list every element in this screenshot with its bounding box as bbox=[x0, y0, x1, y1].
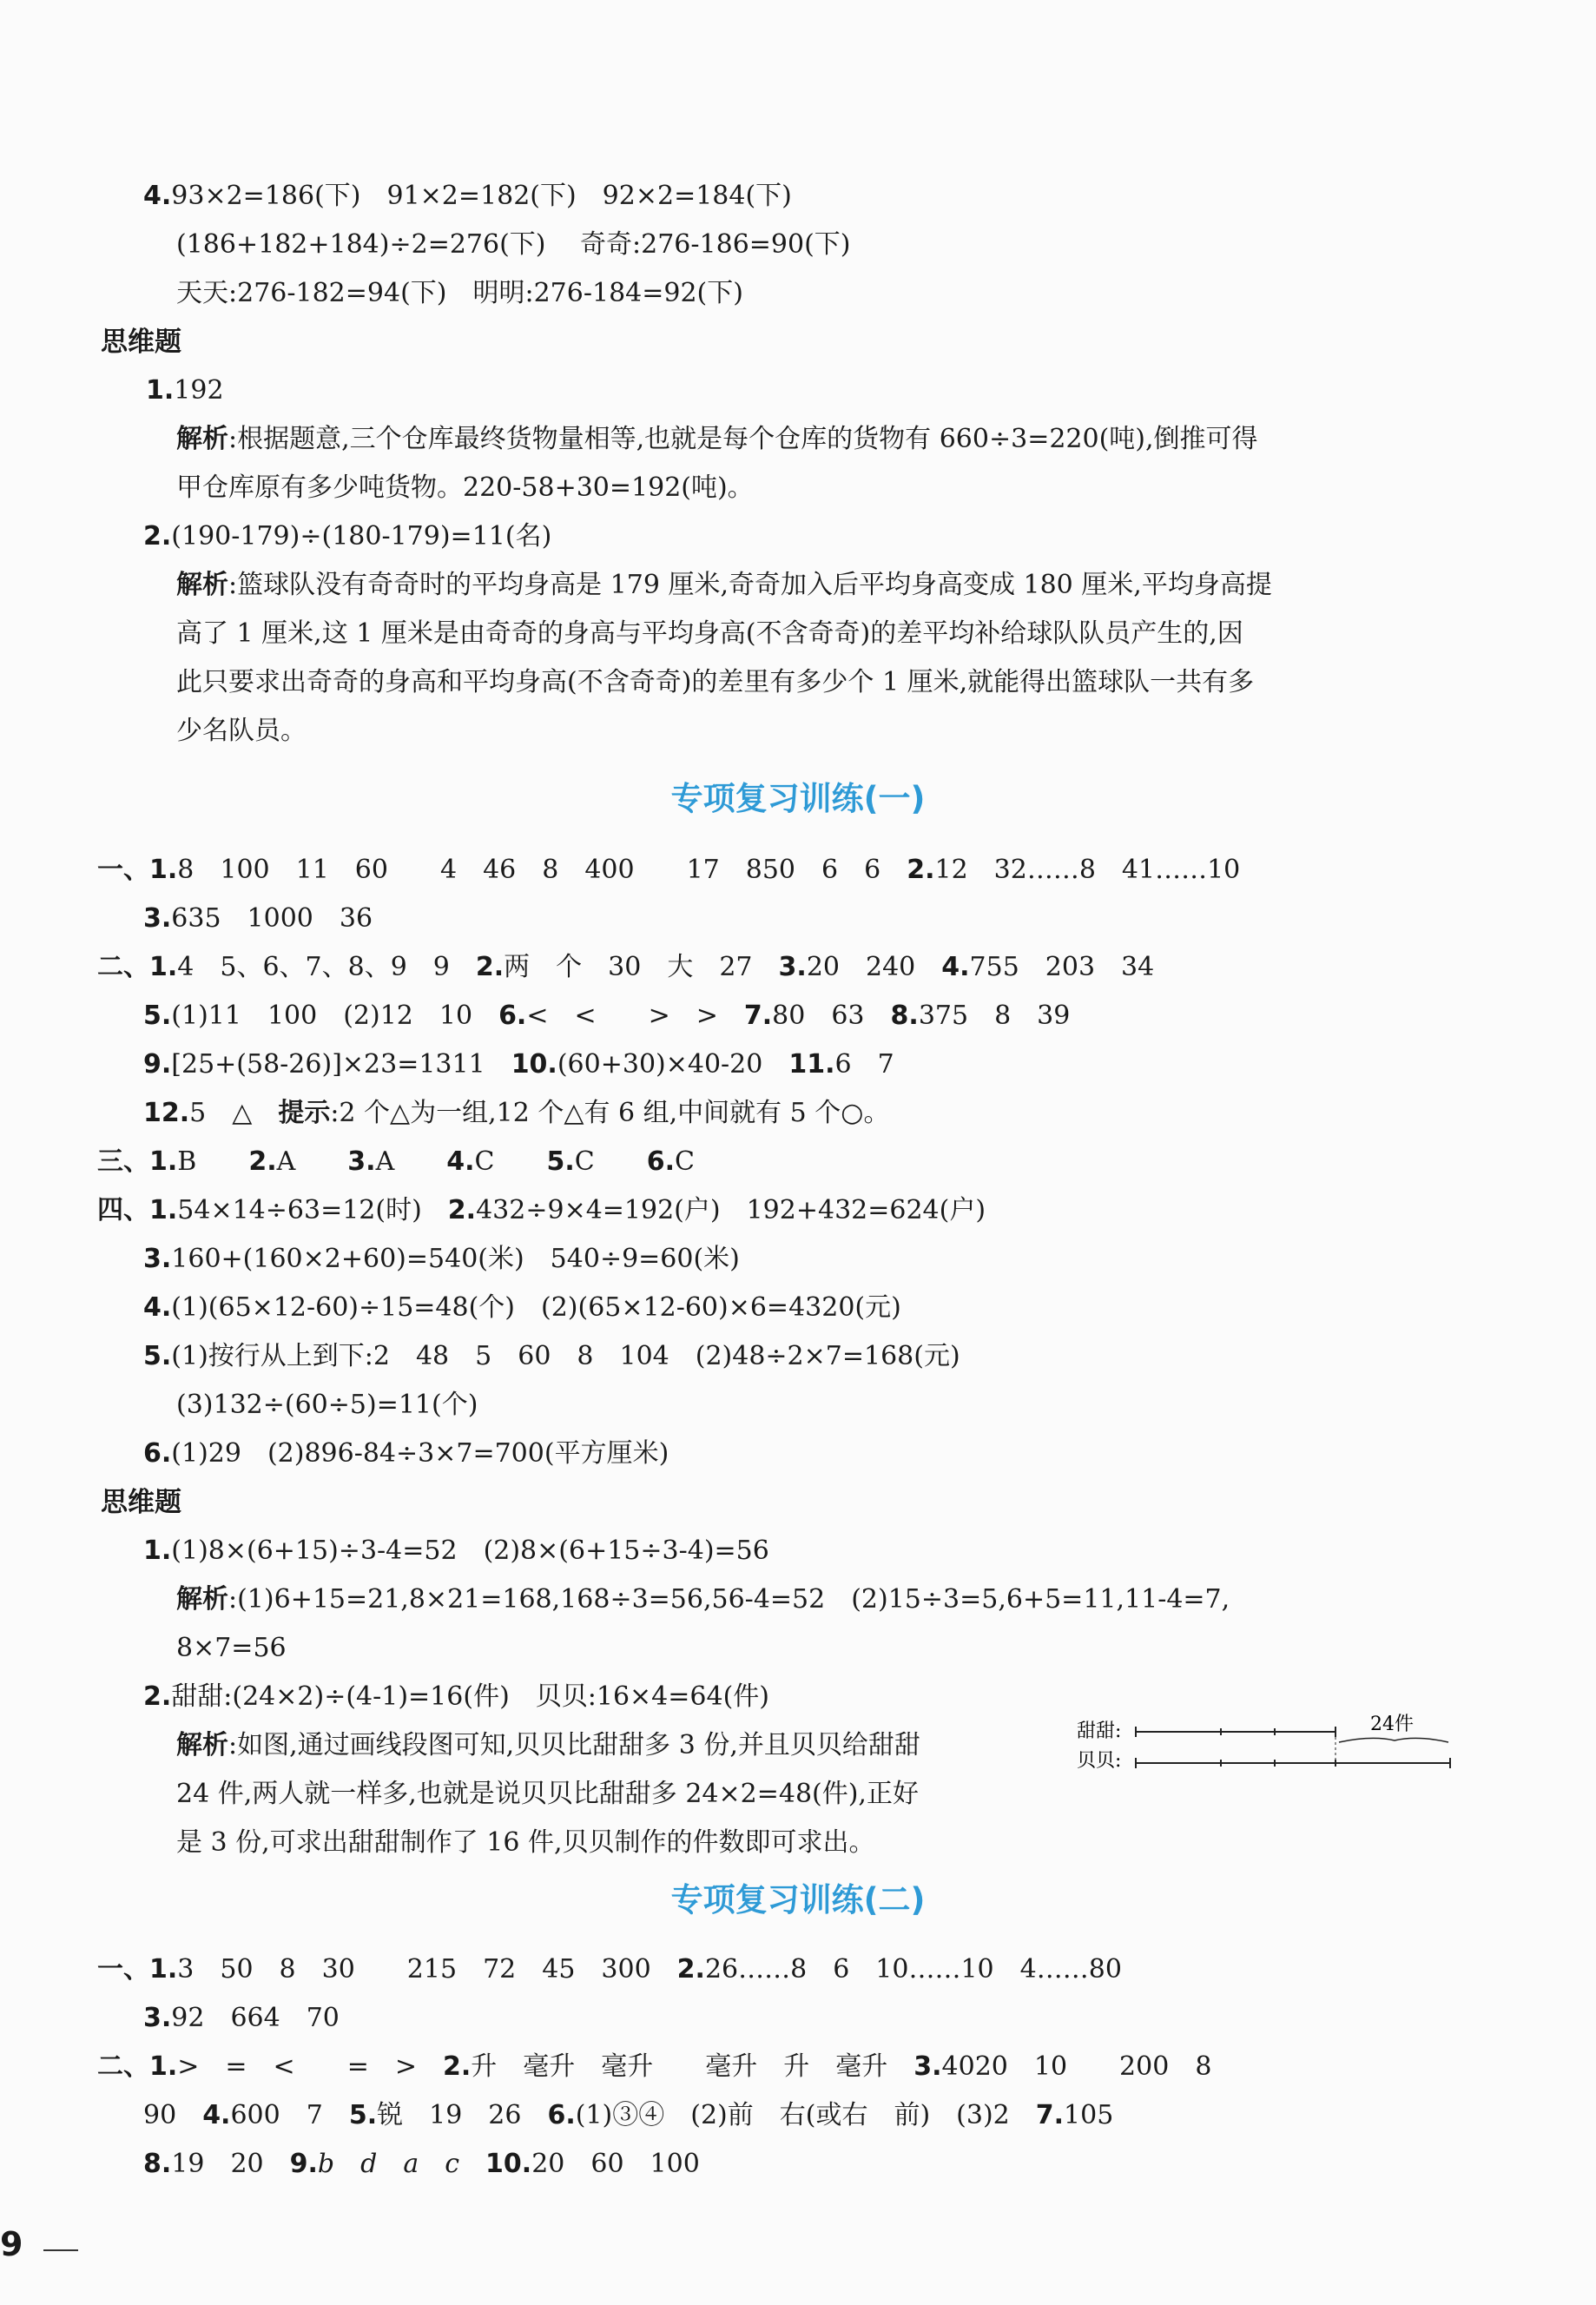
brace bbox=[1339, 1738, 1448, 1742]
answer-line: 5.(1)11 100 (2)12 10 6.< < > > 7.80 63 8.375 8 39 bbox=[143, 1001, 1071, 1031]
answer-line: 4.93×2=186(下) 91×2=182(下) 92×2=184(下) bbox=[143, 181, 792, 211]
explanation-line: 少名队员。 bbox=[176, 716, 307, 746]
answer-line: 3.160+(160×2+60)=540(米) 540÷9=60(米) bbox=[143, 1244, 740, 1274]
answer-line: 1.(1)8×(6+15)÷3-4=52 (2)8×(6+15÷3-4)=56 bbox=[143, 1536, 769, 1566]
explanation-line: 解析:篮球队没有奇奇时的平均身高是 179 厘米,奇奇加入后平均身高变成 180 厘米,平均身高提 bbox=[176, 570, 1272, 600]
explanation-line: 是 3 份,可求出甜甜制作了 16 件,贝贝制作的件数即可求出。 bbox=[176, 1827, 875, 1858]
answer-line: 90 4.600 7 5.锐 19 26 6.(1)③④ (2)前 右(或右 前) (3)2 7.105 bbox=[143, 2100, 1114, 2130]
answer-line: 三、1.B 2.A 3.A 4.C 5.C 6.C bbox=[97, 1146, 695, 1177]
answer-line: 4.(1)(65×12-60)÷15=48(个) (2)(65×12-60)×6=4320(元) bbox=[143, 1292, 901, 1323]
footer-rule bbox=[43, 2249, 78, 2251]
explanation-line: 24 件,两人就一样多,也就是说贝贝比甜甜多 24×2=48(件),正好 bbox=[176, 1779, 919, 1809]
section-title: 专项复习训练(二) bbox=[670, 1881, 926, 1919]
explanation-line: 8×7=56 bbox=[176, 1633, 287, 1663]
section-title: 专项复习训练(一) bbox=[670, 780, 926, 817]
explanation-line: 解析:根据题意,三个仓库最终货物量相等,也就是每个仓库的货物有 660÷3=220(吨),倒推可得 bbox=[176, 424, 1258, 454]
answer-line: 8.19 20 9.b d a c 10.20 60 100 bbox=[143, 2149, 700, 2179]
answer-line: 天天:276-182=94(下) 明明:276-184=92(下) bbox=[176, 278, 743, 308]
explanation-line: 甲仓库原有多少吨货物。220-58+30=192(吨)。 bbox=[176, 472, 754, 503]
explanation-line: 高了 1 厘米,这 1 厘米是由奇奇的身高与平均身高(不含奇奇)的差平均补给球队队员产生的,因 bbox=[176, 618, 1243, 649]
explanation-line: 解析:(1)6+15=21,8×21=168,168÷3=56,56-4=52 (2)15÷3=5,6+5=11,11-4=7, bbox=[176, 1584, 1230, 1615]
answer-line: 二、1.> = < = > 2.升 毫升 毫升 毫升 升 毫升 3.4020 10 200 8 bbox=[97, 2051, 1212, 2082]
answer-line: 12.5 △ 提示:2 个△为一组,12 个△有 6 组,中间就有 5 个○。 bbox=[143, 1098, 890, 1128]
explanation-line: 此只要求出奇奇的身高和平均身高(不含奇奇)的差里有多少个 1 厘米,就能得出篮球队一共有多 bbox=[176, 667, 1255, 697]
line-segment-diagram bbox=[1077, 1713, 1459, 1782]
diagram-label-beibei: 贝贝: bbox=[1077, 1750, 1122, 1772]
answer-line: 2.(190-179)÷(180-179)=11(名) bbox=[143, 521, 552, 551]
diagram-label-tiantian: 甜甜: bbox=[1077, 1720, 1122, 1742]
answer-line: 3.635 1000 36 bbox=[143, 903, 373, 934]
answer-line: 5.(1)按行从上到下:2 48 5 60 8 104 (2)48÷2×7=168(元) bbox=[143, 1341, 960, 1371]
answer-line: 四、1.54×14÷63=12(时) 2.432÷9×4=192(户) 192+432=624(户) bbox=[97, 1195, 986, 1225]
answer-line: 1.192 bbox=[146, 375, 224, 406]
answer-line: 二、1.4 5、6、7、8、9 9 2.两 个 30 大 27 3.20 240 4.755 203 34 bbox=[97, 952, 1155, 982]
answer-line: 2.甜甜:(24×2)÷(4-1)=16(件) 贝贝:16×4=64(件) bbox=[143, 1681, 769, 1712]
answer-line: (186+182+184)÷2=276(下) 奇奇:276-186=90(下) bbox=[176, 229, 851, 260]
answer-line: 9.[25+(58-26)]×23=1311 10.(60+30)×40-20 11.6 7 bbox=[143, 1049, 894, 1080]
answer-line: 3.92 664 70 bbox=[143, 2003, 340, 2033]
section-heading: 思维题 bbox=[101, 1487, 181, 1518]
answer-line: 一、1.8 100 11 60 4 46 8 400 17 850 6 6 2.12 32……8 41……10 bbox=[97, 855, 1241, 885]
answer-line: 一、1.3 50 8 30 215 72 45 300 2.26……8 6 10……10 4……80 bbox=[97, 1954, 1122, 1985]
page-number: 9 bbox=[0, 2225, 23, 2263]
explanation-line: 解析:如图,通过画线段图可知,贝贝比甜甜多 3 份,并且贝贝给甜甜 bbox=[176, 1730, 920, 1760]
diagram-label-24: 24件 bbox=[1370, 1714, 1414, 1735]
answer-line: 6.(1)29 (2)896-84÷3×7=700(平方厘米) bbox=[143, 1438, 669, 1469]
answer-line: (3)132÷(60÷5)=11(个) bbox=[176, 1390, 478, 1420]
section-heading: 思维题 bbox=[101, 327, 181, 358]
